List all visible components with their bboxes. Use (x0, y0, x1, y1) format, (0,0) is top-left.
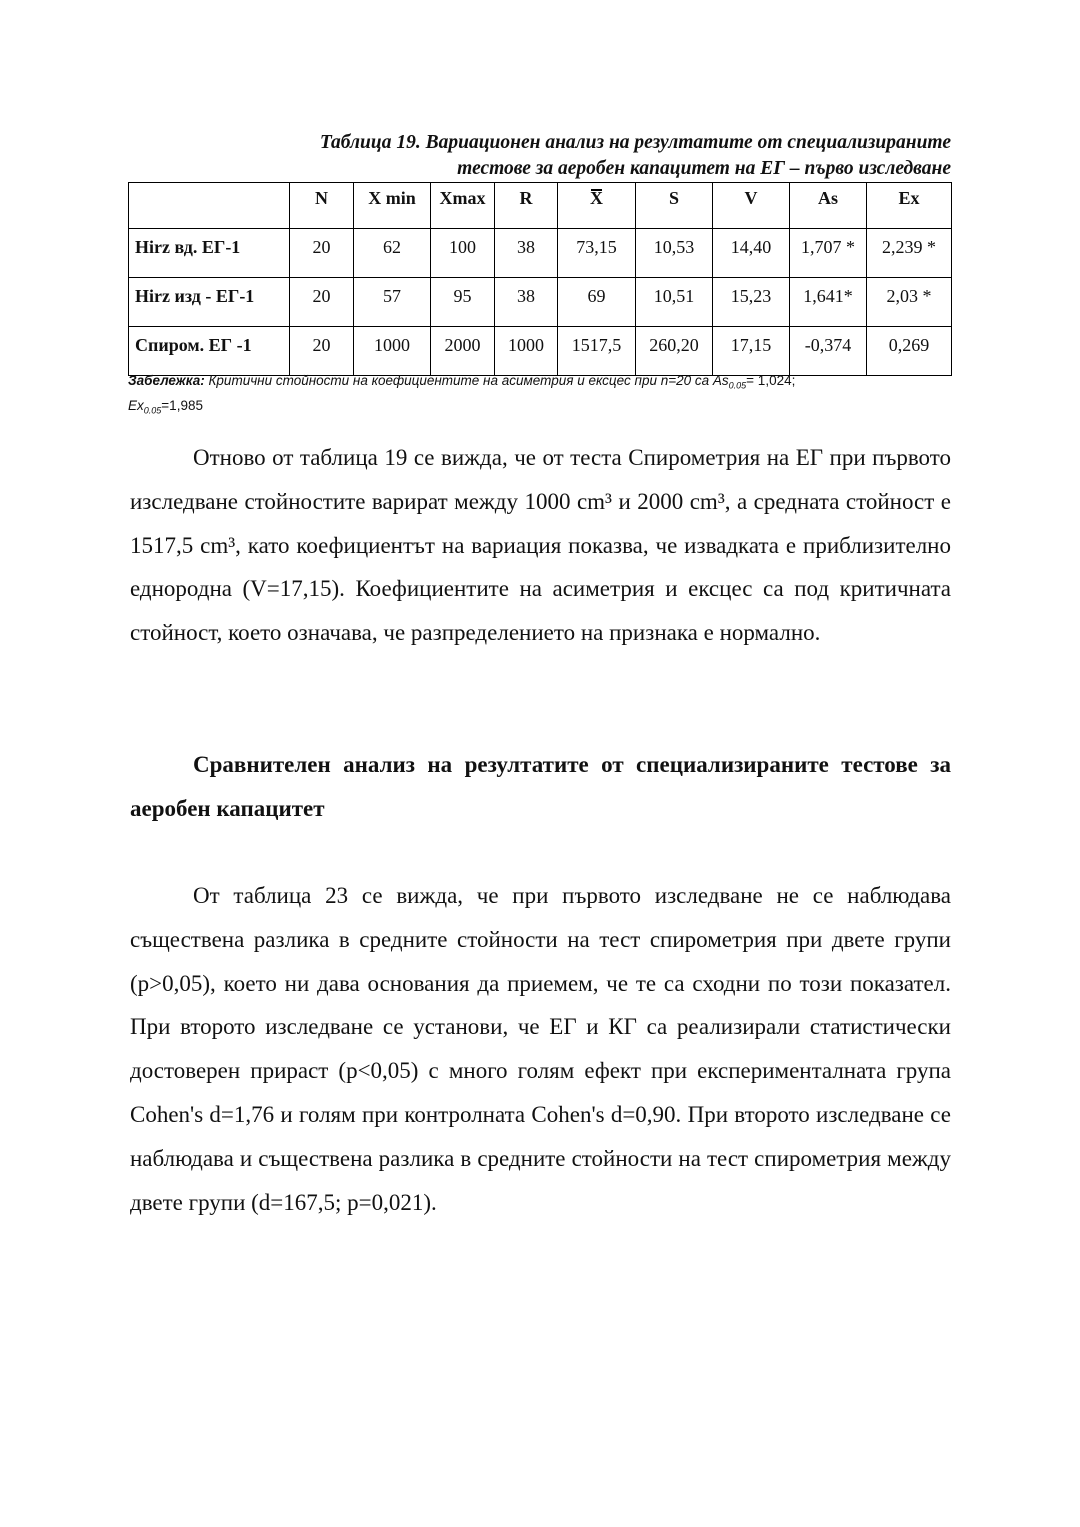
row-label: Hirz вд. ЕГ-1 (129, 229, 290, 278)
table-cell: 38 (495, 278, 558, 327)
table-cell: 20 (290, 229, 354, 278)
table-cell: 10,53 (636, 229, 713, 278)
table-note (128, 371, 951, 420)
table-caption (128, 130, 951, 182)
table-cell: 20 (290, 327, 354, 376)
header-cell: V (713, 183, 790, 229)
note-text: Критични стойности на коефициентите на асиметрия и ексцес при n=20 са (204, 373, 713, 388)
table-row (129, 229, 952, 278)
header-cell: R (495, 183, 558, 229)
table-cell: 1,641* (790, 278, 867, 327)
header-cell: N (290, 183, 354, 229)
variation-analysis-table (128, 182, 952, 376)
table-cell: 1000 (495, 327, 558, 376)
as-symbol: As (712, 373, 729, 388)
table-row (129, 278, 952, 327)
table-cell: 62 (354, 229, 431, 278)
paragraph-spirometry-results: Отново от таблица 19 се вижда, че от теста Спирометрия на ЕГ при първото изследване стойностите варират между 1000 cm³ и 2000 cm³, а средната стойност е 1517,5 cm³, като коефициентът на вариация показва, че извадката е приблизително еднородна (V=17,15). Коефициентите на асиметрия и ексцес са под критичната стойност, което означава, че разпределението на признака е нормално. (130, 445, 951, 646)
table-cell: 38 (495, 229, 558, 278)
table-cell: 1000 (354, 327, 431, 376)
table-caption-line1: Таблица 19. Вариационен анализ на резултатите от специализираните (319, 132, 951, 153)
header-cell: X min (354, 183, 431, 229)
table-cell: 2,03 * (867, 278, 952, 327)
ex-value: =1,985 (161, 397, 203, 413)
table-cell: 260,20 (636, 327, 713, 376)
table-cell: 100 (431, 229, 495, 278)
table-cell: 17,15 (713, 327, 790, 376)
header-cell: Xmax (431, 183, 495, 229)
as-value: = 1,024; (746, 373, 796, 388)
table-cell: 2000 (431, 327, 495, 376)
table-cell: 0,269 (867, 327, 952, 376)
header-cell-mean (558, 183, 636, 229)
table-row (129, 327, 952, 376)
table-cell: 73,15 (558, 229, 636, 278)
table-caption-line2: тестове за аеробен капацитет на ЕГ – първо изследване (457, 158, 951, 179)
header-cell: As (790, 183, 867, 229)
section-heading: Сравнителен анализ на резултатите от специализираните тестове за аеробен капацитет (130, 752, 951, 821)
mean-symbol: X (590, 188, 603, 208)
table-cell: 1517,5 (558, 327, 636, 376)
as-subscript: 0.05 (728, 380, 747, 391)
row-label: Спиром. ЕГ -1 (129, 327, 290, 376)
ex-symbol: Ex (128, 397, 144, 413)
header-cell (129, 183, 290, 229)
ex-subscript: 0.05 (143, 405, 162, 416)
paragraph-comparative-analysis: От таблица 23 се вижда, че при първото изследване не се наблюдава съществена разлика в средните стойности на тест спирометрия при двете групи (p>0,05), което ни дава основания да приемем, че те са сходни по този показател. При второто изследване се установи, че ЕГ и КГ са реализирали статистически достоверен прираст (p<0,05) с много голям ефект при експерименталната група Cohen's d=1,76 и голям при контролната Cohen's d=0,90. При второто изследване се наблюдава и съществена разлика в средните стойности на тест спирометрия между двете групи (d=167,5; p=0,021). (130, 883, 951, 1215)
table-cell: 14,40 (713, 229, 790, 278)
note-label: Забележка: (128, 373, 205, 388)
table-cell: 10,51 (636, 278, 713, 327)
table-cell: 2,239 * (867, 229, 952, 278)
table-cell: 95 (431, 278, 495, 327)
table-cell: 15,23 (713, 278, 790, 327)
table-header-row (129, 183, 952, 229)
table-cell: -0,374 (790, 327, 867, 376)
table-cell: 57 (354, 278, 431, 327)
header-cell: S (636, 183, 713, 229)
table-cell: 1,707 * (790, 229, 867, 278)
header-cell: Ex (867, 183, 952, 229)
row-label: Hirz изд - ЕГ-1 (129, 278, 290, 327)
table-cell: 69 (558, 278, 636, 327)
table-cell: 20 (290, 278, 354, 327)
